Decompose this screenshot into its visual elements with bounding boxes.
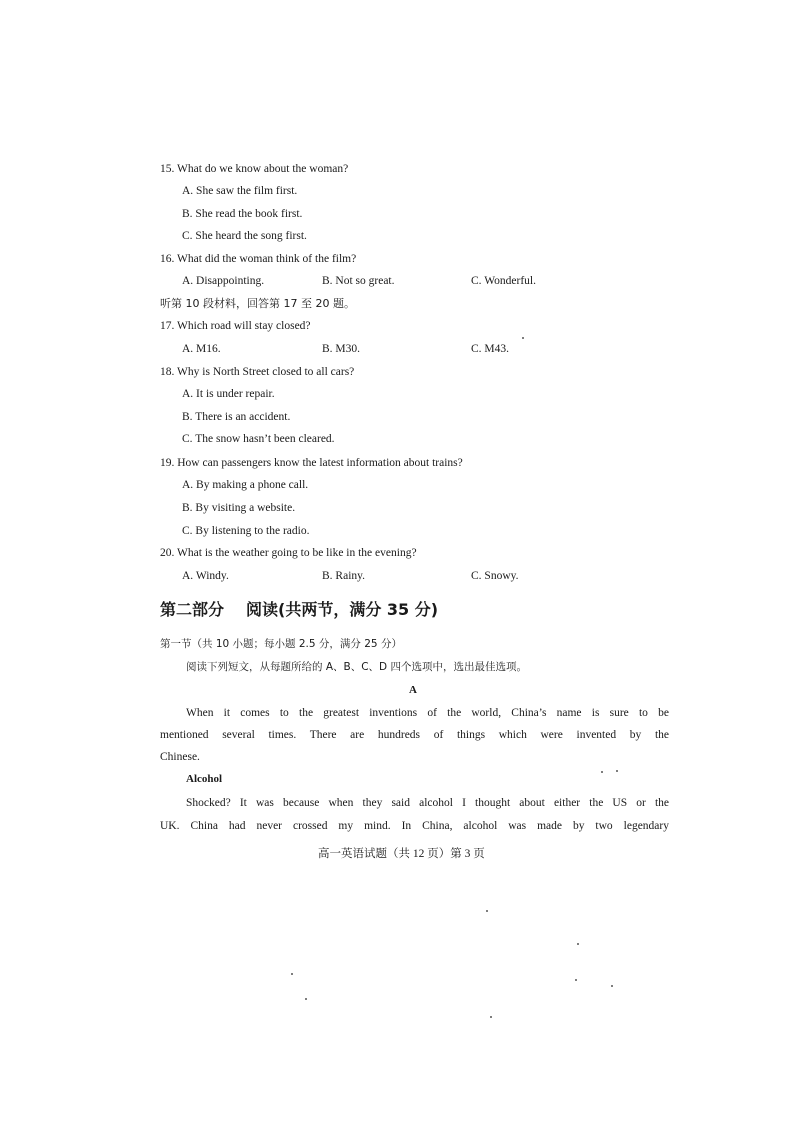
scan-speck xyxy=(577,943,579,945)
part-two-label: 第二部分 xyxy=(160,600,225,619)
page-footer: 高一英语试题（共 12 页）第 3 页 xyxy=(318,848,485,860)
scan-speck xyxy=(490,1016,492,1018)
question-16-option-c: C. Wonderful. xyxy=(471,275,536,287)
question-18-stem: 18. Why is North Street closed to all cars? xyxy=(160,366,355,378)
question-17-stem: 17. Which road will stay closed? xyxy=(160,320,311,332)
question-17-option-c: C. M43. xyxy=(471,343,510,355)
scan-speck xyxy=(522,337,524,339)
passage-line-3: Chinese. xyxy=(160,751,200,763)
question-16-stem: 16. What did the woman think of the film? xyxy=(160,253,357,265)
question-15-option-b: B. She read the book first. xyxy=(182,208,303,220)
reading-directions: 阅读下列短文，从每题所给的 A、B、C、D 四个选项中，选出最佳选项。 xyxy=(186,661,527,673)
question-17-option-a: A. M16. xyxy=(182,343,221,355)
passage-label: A xyxy=(409,684,417,696)
scan-speck xyxy=(601,771,603,773)
question-17-option-b: B. M30. xyxy=(322,343,361,355)
question-20-option-a: A. Windy. xyxy=(182,570,229,582)
scan-speck xyxy=(616,770,618,772)
question-19-option-a: A. By making a phone call. xyxy=(182,479,309,491)
listening-instruction: 听第 10 段材料，回答第 17 至 20 题。 xyxy=(160,297,355,310)
scan-speck xyxy=(291,973,293,975)
question-15-option-a: A. She saw the film first. xyxy=(182,185,298,197)
passage-line-1: When it comes to the greatest inventions of the world, China’s name is sure to be xyxy=(186,707,669,719)
scan-speck xyxy=(575,979,577,981)
question-20-option-c: C. Snowy. xyxy=(471,570,519,582)
question-18-option-c: C. The snow hasn’t been cleared. xyxy=(182,433,335,445)
section-one-header: 第一节（共 10 小题；每小题 2.5 分，满分 25 分） xyxy=(160,638,402,650)
passage-line-5: UK. China had never crossed my mind. In China, alcohol was made by two legendary xyxy=(160,820,669,832)
scan-speck xyxy=(305,998,307,1000)
question-18-option-a: A. It is under repair. xyxy=(182,388,275,400)
question-15-stem: 15. What do we know about the woman? xyxy=(160,163,349,175)
question-19-option-b: B. By visiting a website. xyxy=(182,502,296,514)
question-19-stem: 19. How can passengers know the latest information about trains? xyxy=(160,457,463,469)
question-16-option-a: A. Disappointing. xyxy=(182,275,265,287)
question-18-option-b: B. There is an accident. xyxy=(182,411,291,423)
question-20-option-b: B. Rainy. xyxy=(322,570,366,582)
passage-line-2: mentioned several times. There are hundreds of things which were invented by the xyxy=(160,729,669,741)
question-19-option-c: C. By listening to the radio. xyxy=(182,525,310,537)
scan-speck xyxy=(611,985,613,987)
part-two-heading: 阅读(共两节，满分 35 分) xyxy=(246,600,439,619)
alcohol-subheading: Alcohol xyxy=(186,773,223,785)
scan-speck xyxy=(486,910,488,912)
question-15-option-c: C. She heard the song first. xyxy=(182,230,307,242)
question-20-stem: 20. What is the weather going to be like in the evening? xyxy=(160,547,417,559)
passage-line-4: Shocked? It was because when they said alcohol I thought about either the US or the xyxy=(186,797,669,809)
part-two-title xyxy=(160,600,438,620)
question-16-option-b: B. Not so great. xyxy=(322,275,395,287)
